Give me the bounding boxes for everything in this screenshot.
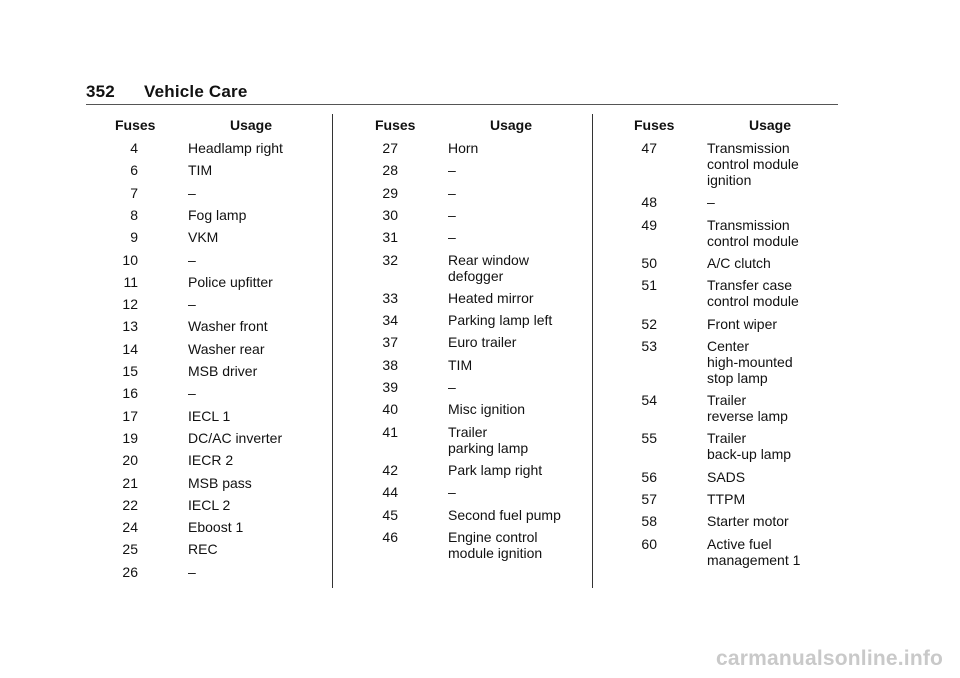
fuse-usage: Police upfitter: [188, 273, 273, 290]
fuse-usage: Misc ignition: [448, 401, 526, 418]
fuse-number: 32: [382, 251, 398, 268]
fuse-number: 38: [382, 356, 398, 373]
fuse-usage: TIM: [188, 162, 213, 179]
fuse-number: 24: [122, 519, 138, 536]
fuse-usage: –: [188, 296, 196, 313]
fuse-usage: IECR 2: [188, 452, 234, 469]
header-rule: [86, 104, 838, 105]
fuse-usage: –: [188, 563, 196, 580]
fuse-number: 44: [382, 484, 398, 501]
fuse-row: [627, 430, 847, 462]
fuse-number: 34: [382, 312, 398, 329]
fuse-row: [108, 162, 328, 178]
fuse-row: [627, 140, 847, 188]
fuse-number: 4: [130, 140, 138, 156]
fuse-number: 56: [641, 468, 657, 485]
fuse-row: [627, 491, 847, 507]
fuse-number: 11: [123, 273, 138, 290]
fuse-row: [368, 229, 588, 245]
usage-column-header: Usage: [490, 117, 533, 133]
fuse-row: [368, 334, 588, 350]
fuse-row: [108, 475, 328, 491]
fuse-number: 19: [122, 429, 138, 446]
fuse-row: [108, 430, 328, 446]
fuse-number: 55: [641, 430, 657, 447]
fuse-usage: –: [707, 194, 715, 211]
fuse-row: [108, 207, 328, 223]
fuse-usage: Headlamp right: [188, 140, 283, 156]
column-divider: [332, 114, 333, 588]
fuse-row: [108, 385, 328, 401]
fuse-usage: Rear window defogger: [448, 251, 529, 284]
fuse-row: [108, 541, 328, 557]
fuse-row: [368, 252, 588, 284]
usage-column-header: Usage: [749, 117, 792, 133]
fuse-usage: –: [448, 162, 456, 179]
fuse-row: [368, 484, 588, 500]
fuse-number: 15: [122, 363, 138, 379]
fuse-number: 52: [641, 315, 657, 332]
fuse-usage: Park lamp right: [448, 461, 543, 478]
fuse-row: [368, 140, 588, 156]
fuse-number: 45: [382, 506, 398, 523]
fuse-row: [627, 316, 847, 332]
fuse-row: [108, 185, 328, 201]
fuse-number: 13: [122, 318, 138, 335]
fuse-row: [108, 363, 328, 379]
fuse-usage: –: [448, 206, 456, 223]
fuse-usage: –: [448, 379, 456, 395]
fuse-row: [108, 296, 328, 312]
fuse-number: 46: [382, 528, 398, 545]
fuse-row: [627, 194, 847, 210]
fuse-usage: –: [448, 484, 456, 501]
fuse-number: 60: [641, 535, 657, 552]
fuse-row: [368, 424, 588, 456]
fuse-usage: Heated mirror: [448, 289, 534, 306]
fuse-row: [627, 217, 847, 249]
fuse-row: [108, 274, 328, 290]
fuse-usage: DC/AC inverter: [188, 429, 283, 446]
fuse-number: 57: [641, 491, 657, 507]
fuse-usage: Second fuel pump: [448, 506, 561, 523]
fuse-usage: Trailer parking lamp: [448, 423, 529, 456]
fuse-usage: MSB driver: [188, 363, 258, 379]
fuse-row: [108, 564, 328, 580]
fuse-usage: Engine control module ignition: [448, 528, 543, 561]
fuse-usage: Starter motor: [707, 513, 789, 530]
fuse-usage: A/C clutch: [707, 254, 771, 271]
fuse-row: [368, 162, 588, 178]
fuse-number: 9: [130, 229, 138, 246]
fuse-row: [627, 338, 847, 386]
fuse-row: [627, 277, 847, 309]
fuse-usage: Transfer case control module: [707, 277, 799, 310]
fuse-row: [108, 140, 328, 156]
fuse-row: [368, 207, 588, 223]
fuse-number: 51: [641, 277, 657, 294]
fuse-usage: Trailer reverse lamp: [707, 392, 788, 425]
fuses-column-header: Fuses: [634, 117, 675, 133]
fuse-row: [627, 469, 847, 485]
fuse-number: 28: [382, 162, 398, 179]
fuse-number: 40: [382, 401, 398, 418]
column-divider: [592, 114, 593, 588]
fuse-number: 8: [130, 206, 138, 223]
fuse-usage: IECL 1: [188, 407, 231, 424]
fuse-number: 14: [122, 340, 138, 357]
fuse-number: 48: [641, 194, 657, 211]
fuse-row: [108, 252, 328, 268]
fuse-row: [368, 379, 588, 395]
fuse-row: [368, 507, 588, 523]
fuse-row: [627, 392, 847, 424]
fuse-number: 39: [382, 379, 398, 395]
fuse-usage: SADS: [707, 468, 746, 485]
fuse-usage: Trailer back-up lamp: [707, 430, 792, 463]
fuse-usage: Center high-mounted stop lamp: [707, 337, 793, 386]
fuse-usage: Euro trailer: [448, 334, 517, 351]
page-number: 352: [86, 82, 115, 101]
fuse-usage: IECL 2: [188, 496, 231, 513]
fuse-number: 30: [382, 206, 398, 223]
page-header: [86, 82, 838, 104]
fuse-usage: Eboost 1: [188, 519, 244, 536]
fuse-usage: VKM: [188, 229, 219, 246]
fuse-usage: –: [188, 184, 196, 201]
fuse-usage: Transmission control module: [707, 216, 799, 249]
fuse-number: 25: [122, 541, 138, 558]
usage-column-header: Usage: [230, 117, 273, 133]
fuse-number: 54: [641, 392, 657, 409]
fuse-row: [368, 462, 588, 478]
fuse-number: 53: [641, 337, 657, 354]
fuse-number: 26: [122, 563, 138, 580]
fuse-number: 31: [382, 229, 398, 246]
fuse-number: 58: [641, 513, 657, 530]
fuse-usage: Washer rear: [188, 340, 265, 357]
fuse-usage: Fog lamp: [188, 206, 247, 223]
fuse-usage: –: [448, 184, 456, 201]
fuse-number: 49: [641, 216, 657, 233]
fuse-usage: Transmission control module ignition: [707, 140, 799, 188]
fuse-usage: MSB pass: [188, 474, 252, 491]
fuse-row: [108, 519, 328, 535]
watermark: carmanualsonline.info: [716, 647, 944, 670]
fuse-number: 27: [382, 140, 398, 156]
fuse-usage: TTPM: [707, 491, 746, 507]
fuse-usage: Horn: [448, 140, 479, 156]
fuse-number: 6: [130, 162, 138, 179]
fuse-number: 10: [122, 251, 138, 268]
fuse-number: 22: [122, 496, 138, 513]
fuse-number: 16: [122, 385, 138, 402]
fuse-usage: TIM: [448, 356, 473, 373]
fuse-usage: Active fuel management 1: [707, 535, 801, 568]
fuse-row: [368, 357, 588, 373]
section-title: Vehicle Care: [144, 82, 248, 101]
fuse-row: [627, 536, 847, 568]
fuse-number: 12: [122, 296, 138, 313]
fuse-row: [108, 318, 328, 334]
fuse-row: [108, 341, 328, 357]
fuse-number: 7: [130, 184, 138, 201]
fuse-usage: –: [188, 385, 196, 402]
fuses-column-header: Fuses: [115, 117, 156, 133]
fuse-row: [368, 312, 588, 328]
fuse-number: 20: [122, 452, 138, 469]
fuse-row: [108, 497, 328, 513]
fuse-row: [108, 452, 328, 468]
fuse-row: [368, 185, 588, 201]
fuse-row: [108, 229, 328, 245]
fuse-row: [368, 290, 588, 306]
fuse-number: 42: [382, 461, 398, 478]
fuse-usage: Parking lamp left: [448, 312, 553, 329]
fuse-number: 50: [641, 254, 657, 271]
fuse-row: [627, 255, 847, 271]
fuse-number: 41: [382, 423, 398, 440]
fuse-number: 33: [382, 289, 398, 306]
fuse-row: [627, 513, 847, 529]
fuse-number: 21: [122, 474, 138, 491]
fuse-row: [368, 529, 588, 561]
fuse-row: [368, 401, 588, 417]
fuse-usage: Front wiper: [707, 315, 778, 332]
fuse-usage: Washer front: [188, 318, 268, 335]
fuse-row: [108, 408, 328, 424]
fuse-number: 47: [641, 140, 657, 156]
fuse-usage: –: [188, 251, 196, 268]
fuse-number: 37: [382, 334, 398, 351]
fuses-column-header: Fuses: [375, 117, 416, 133]
fuse-number: 17: [122, 407, 138, 424]
fuse-number: 29: [382, 184, 398, 201]
fuse-usage: –: [448, 229, 456, 246]
fuse-usage: REC: [188, 541, 218, 558]
